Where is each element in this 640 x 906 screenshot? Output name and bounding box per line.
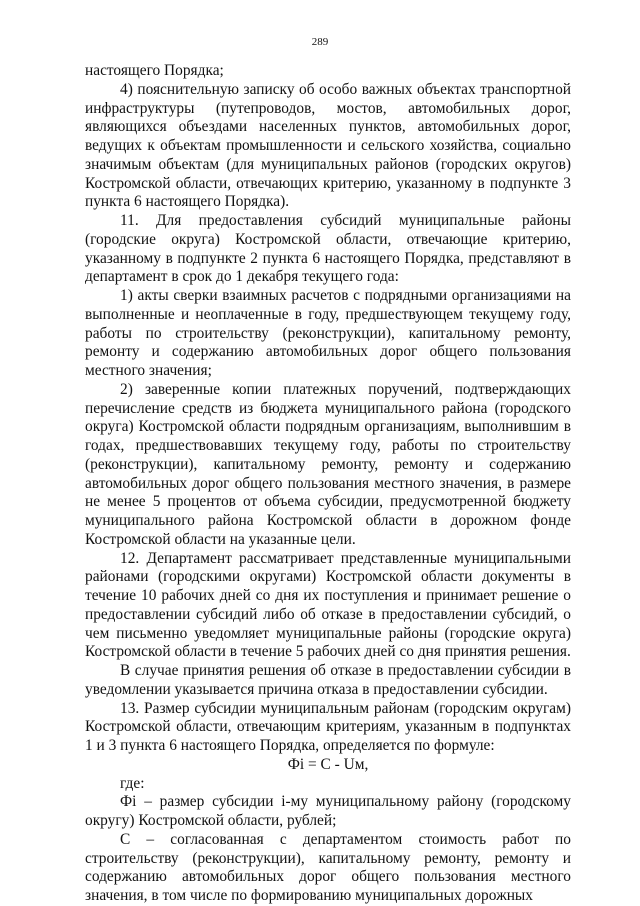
paragraph-refusal-note: В случае принятия решения об отказе в предоставлении субсидии в уведомлении указывается причина отказа в предоставлении субсидии. (85, 662, 571, 698)
paragraph-item-4: 4) пояснительную записку об особо важных объектах транспортной инфраструктуры (путепроводов, мостов, автомобильных дорог, являющихся объездами населенных пунктов, автомобильных дорог, ведущих к объектам промышленности и сельского хозяйства, социально значимым объектам (для муниципальных районов (городских округов) Костромской области, отвечающих критерию, указанному в подпункте 3 пункта 6 настоящего Порядка). (85, 80, 571, 211)
definition-c: С – согласованная с департаментом стоимость работ по строительству (реконструкции), капитальному ремонту, ремонту и содержанию автомобильных дорог общего пользования местного значения, в том числе по формированию муниципальных дорожных (85, 830, 571, 904)
paragraph-item-1: 1) акты сверки взаимных расчетов с подрядными организациями на выполненные и неоплаченные в году, предшествующем текущему году, работы по строительству (реконструкции), капитальному ремонту, ремонту и содержанию автомобильных дорог общего пользования местного значения; (85, 287, 571, 379)
paragraph-where: где: (120, 774, 145, 792)
paragraph-item-2: 2) заверенные копии платежных поручений, подтверждающих перечисление средств из бюджета муниципального района (городского округа) Костромской области подрядным организациям, выполнившим в годах, предшествовавших текущему году, работы по строительству (реконструкции), капитальному ремонту, ремонту и содержанию автомобильных дорог общего пользования местного значения, в размере не менее 5 процентов от объема субсидии, предусмотренной бюджету муниципального района Костромской области в дорожном фонде Костромской области на указанные цели. (85, 380, 571, 548)
paragraph-clause-13: 13. Размер субсидии муниципальным районам (городским округам) Костромской области, отвечающим критериям, указанным в подпунктах 1 и 3 пункта 6 настоящего Порядка, определяется по формуле: (85, 699, 571, 754)
paragraph-clause-11: 11. Для предоставления субсидий муниципальные районы (городские округа) Костромской области, отвечающие критерию, указанному в подпункте 2 пункта 6 настоящего Порядка, представляют в департамент в срок до 1 декабря текущего года: (85, 212, 571, 286)
definition-fi: Фi – размер субсидии i-му муниципальному району (городскому округу) Костромской области, рублей; (85, 793, 571, 829)
paragraph-continuation: настоящего Порядка; (85, 62, 224, 79)
paragraph-clause-12: 12. Департамент рассматривает представленные муниципальными районами (городскими округами) Костромской области документы в течение 10 рабочих дней со дня их поступления и принимает решение о предоставлении субсидий либо об отказе в предоставлении субсидий, о чем письменно уведомляет муниципальные районы (городские округа) Костромской области в течение 5 рабочих дней со дня принятия решения. (85, 549, 571, 661)
page-number: 289 (311, 36, 329, 48)
formula: Фi = С - Uм, (287, 755, 369, 773)
document-body (85, 62, 571, 906)
